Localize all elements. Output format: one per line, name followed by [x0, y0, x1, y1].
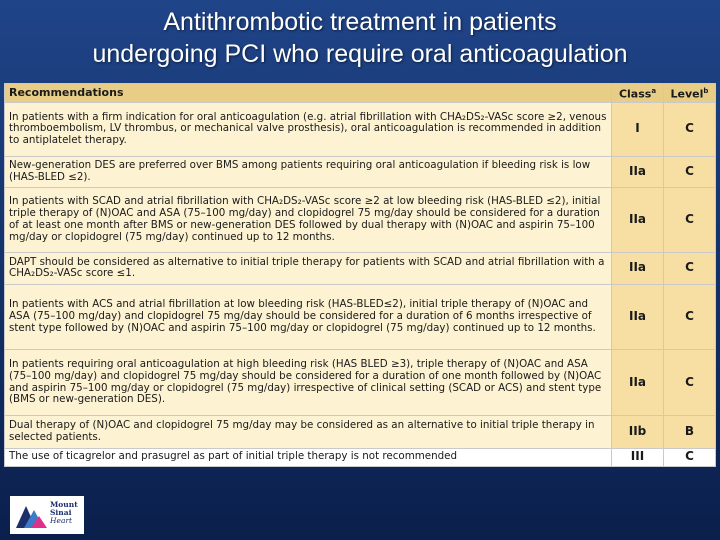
header-class-footnote: a — [651, 86, 657, 95]
recommendations-table-container — [4, 83, 715, 467]
class-cell: IIb — [612, 416, 664, 448]
header-level-footnote: b — [703, 86, 709, 95]
table-row — [5, 103, 716, 157]
table-row — [5, 416, 716, 448]
recommendation-text: The use of ticagrelor and prasugrel as part of initial triple therapy is not recommended — [5, 448, 612, 466]
recommendation-text: In patients requiring oral anticoagulation at high bleeding risk (HAS BLED ≥3), triple therapy of (N)OAC and ASA (75–100 mg/day) and clopidogrel 75 mg/day should be considered for a duration of one month followed by (N)OAC and aspirin 75–100 mg/day or clopidogrel (75 mg/day) irrespective of clinical setting (SCAD or ACS) and stent type (BMS or new-generation DES). — [5, 349, 612, 416]
level-cell: C — [664, 252, 716, 284]
class-cell: IIa — [612, 252, 664, 284]
table-row — [5, 156, 716, 187]
class-cell: IIa — [612, 156, 664, 187]
recommendation-text: In patients with a firm indication for oral anticoagulation (e.g. atrial fibrillation with CHA₂DS₂-VASc score ≥2, venous thromboembolism, LV thrombus, or mechanical valve prosthesis), oral anticoagulation is recommended in addition to antiplatelet therapy. — [5, 103, 612, 157]
class-cell: IIa — [612, 349, 664, 416]
level-cell: C — [664, 448, 716, 466]
mountain-logo-icon — [14, 500, 48, 530]
table-row — [5, 448, 716, 466]
header-class: Class$^a$ — [612, 84, 664, 103]
level-cell: C — [664, 349, 716, 416]
mount-sinai-heart-logo — [10, 496, 84, 534]
class-cell: IIa — [612, 284, 664, 349]
level-cell: C — [664, 103, 716, 157]
recommendation-text: In patients with SCAD and atrial fibrillation with CHA₂DS₂-VASc score ≥2 at low bleeding risk (HAS-BLED ≤2), initial triple therapy of (N)OAC and ASA (75–100 mg/day) and clopidogrel 75 mg/day should be considered for a duration of at least one month after BMS or new-generation DES followed by dual therapy with (N)OAC and aspirin 75–100 mg/day or clopidogrel (75 mg/day) continued up to 12 months. — [5, 187, 612, 252]
header-recommendations: Recommendations — [5, 84, 612, 103]
header-level: Level$^b$ — [664, 84, 716, 103]
table-row — [5, 284, 716, 349]
table-row — [5, 187, 716, 252]
slide-title-line-2: undergoing PCI who require oral anticoagulation — [92, 40, 628, 68]
slide-title-line-1: Antithrombotic treatment in patients — [163, 8, 557, 36]
class-cell: III — [612, 448, 664, 466]
level-cell: C — [664, 156, 716, 187]
slide-title — [0, 6, 720, 70]
level-cell: B — [664, 416, 716, 448]
class-cell: I — [612, 103, 664, 157]
recommendation-text: New-generation DES are preferred over BMS among patients requiring oral anticoagulation if bleeding risk is low (HAS-BLED ≤2). — [5, 156, 612, 187]
table-header-row — [5, 84, 716, 103]
level-cell: C — [664, 284, 716, 349]
recommendation-text: Dual therapy of (N)OAC and clopidogrel 75 mg/day may be considered as an alternative to initial triple therapy in selected patients. — [5, 416, 612, 448]
level-cell: C — [664, 187, 716, 252]
table-row — [5, 252, 716, 284]
recommendations-table — [4, 83, 716, 467]
recommendation-text: In patients with ACS and atrial fibrillation at low bleeding risk (HAS-BLED≤2), initial triple therapy of (N)OAC and ASA (75–100 mg/day) and clopidogrel 75 mg/day should be considered for a duration of 6 months irrespective of stent type followed by (N)OAC and aspirin 75–100 mg/day or clopidogrel (75 mg/day) continued up to 12 months. — [5, 284, 612, 349]
table-row — [5, 349, 716, 416]
logo-wordmark: Mount Sinai Heart — [50, 500, 78, 525]
class-cell: IIa — [612, 187, 664, 252]
recommendation-text: DAPT should be considered as alternative to initial triple therapy for patients with SCAD and atrial fibrillation with a CHA₂DS₂-VASc score ≤1. — [5, 252, 612, 284]
